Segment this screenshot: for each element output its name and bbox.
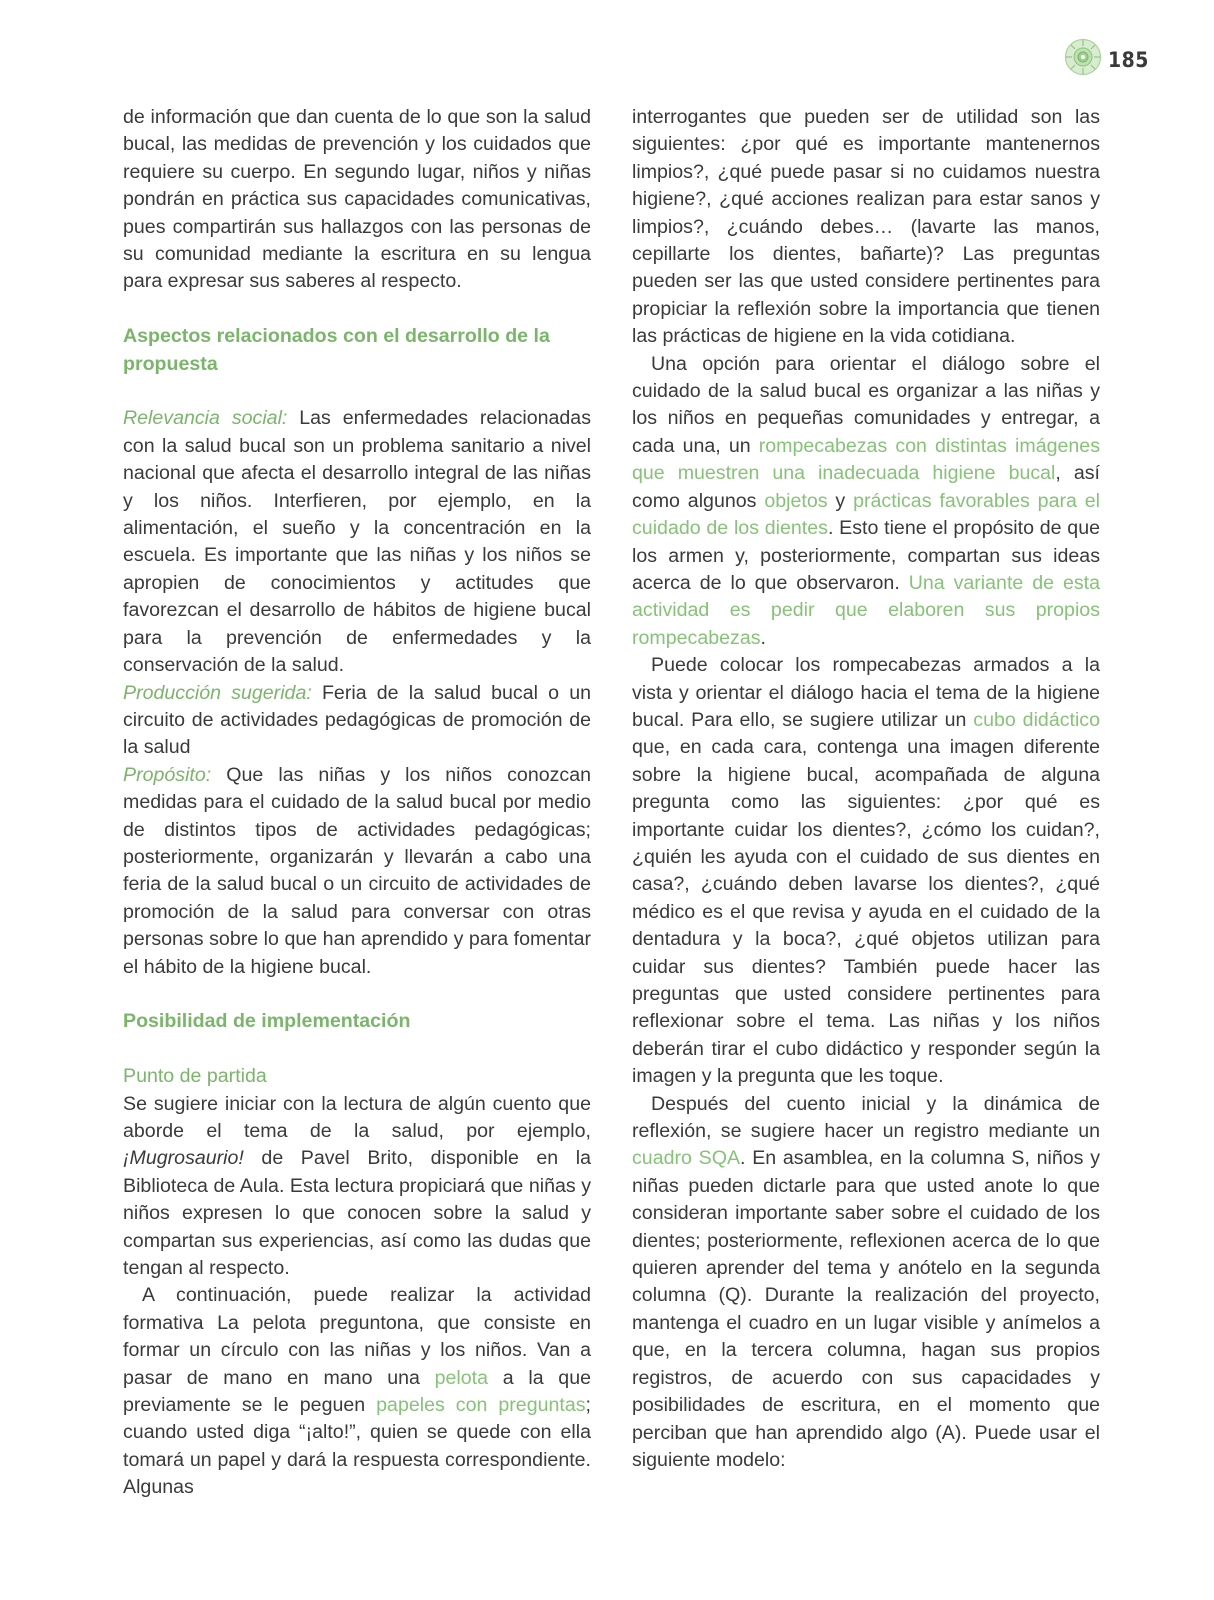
- activity-text-1: A continuación, puede realizar la actividad formativa La pelota preguntona, que consiste en formar un círculo con las niñas y los niños. Van a pasar de mano en mano una: [123, 1284, 591, 1389]
- option-text-3: y: [827, 489, 854, 512]
- relevance-label: Relevancia social:: [123, 407, 288, 430]
- relevance-paragraph: [123, 405, 591, 679]
- highlight-variant: Una variante de esta actividad es pedir que elaboren sus propios rompecabezas: [632, 571, 1100, 649]
- cube-text-1: Puede colocar los rompecabezas armados a la vista y orientar el diálogo hacia el tema de la higiene bucal. Para ello, se sugiere utilizar un: [632, 654, 1100, 731]
- purpose-text: Que las niñas y los niños conozcan medidas para el cuidado de la salud bucal por medio de distintos tipos de actividades pedagógicas; posteriormente, organizarán y llevarán a cabo una feria de la salud bucal o un circuito de actividades de promoción de la salud para conversar con otras personas sobre lo que han aprendido y para fomentar el hábito de la higiene bucal.: [123, 763, 591, 978]
- start-text-2: de Pavel Brito, disponible en la Biblioteca de Aula. Esta lectura propiciará que niñas y niños expresen lo que conocen sobre la salud y compartan sus experiencias, así como las dudas que tengan al respecto.: [123, 1147, 591, 1279]
- highlight-sqa: cuadro SQA: [632, 1147, 741, 1170]
- subheading-starting-point: Punto de partida: [123, 1065, 267, 1088]
- activity-text-3: ; cuando usted diga “¡alto!”, quien se quede con ella tomará un papel y dará la respuesta correspondiente. Algunas: [123, 1394, 591, 1499]
- sqa-text-1: Después del cuento inicial y la dinámica de reflexión, se sugiere hacer un registro mediante un: [632, 1092, 1100, 1143]
- section-heading-aspects: Aspectos relacionados con el desarrollo de la propuesta: [123, 325, 550, 375]
- sqa-paragraph: [632, 1091, 1100, 1475]
- section-heading-implementation: Posibilidad de implementación: [123, 1010, 411, 1033]
- production-paragraph: [123, 680, 591, 762]
- starting-point-paragraph: [123, 1091, 591, 1283]
- start-text-1: Se sugiere iniciar con la lectura de algún cuento que aborde el tema de la salud, por ejemplo,: [123, 1092, 591, 1142]
- highlight-practices: prácticas favorables para el cuidado de los dientes: [632, 489, 1101, 540]
- option-text-2: , así como algunos: [632, 462, 1101, 512]
- production-label: Producción sugerida:: [123, 681, 312, 704]
- highlight-ball: pelota: [434, 1366, 489, 1389]
- cube-paragraph: [632, 652, 1100, 1091]
- left-column: [123, 104, 591, 1502]
- activity-text-2: a la que previamente se le peguen: [123, 1366, 592, 1417]
- option-text-4: . Esto tiene el propósito de que los armen y, posteriormente, compartan sus ideas acerca de lo que observaron.: [632, 517, 1100, 594]
- page-header: [1064, 38, 1149, 81]
- page-number: 185: [1108, 47, 1149, 72]
- option-paragraph: [632, 351, 1100, 652]
- highlight-papers: papeles con preguntas: [376, 1394, 586, 1417]
- questions-paragraph: interrogantes que pueden ser de utilidad son las siguientes: ¿por qué es importante mantenernos limpios?, ¿qué puede pasar si no cuidamos nuestra higiene?, ¿qué acciones realizan para estar sanos y limpios?, ¿cuándo debes… (lavarte las manos, cepillarte los dientes, bañarte)? Las preguntas pueden ser las que usted considere pertinentes para propiciar la reflexión sobre la importancia que tienen las prácticas de higiene en la vida cotidiana.: [632, 106, 1100, 348]
- option-text-5: .: [760, 626, 766, 649]
- purpose-label: Propósito:: [123, 763, 212, 786]
- book-title: ¡Mugrosaurio!: [123, 1147, 244, 1170]
- highlight-objects: objetos: [764, 489, 828, 512]
- cube-text-2: que, en cada cara, contenga una imagen diferente sobre la higiene bucal, acompañada de alguna pregunta como las siguientes: ¿por qué es importante cuidar los dientes?, ¿cómo los cuidan?, ¿quién les ayuda con el cuidado de sus dientes en casa?, ¿cuándo deben lavarse los dientes?, ¿qué médico es el que revisa y ayuda en el cuidado de la dentadura y la boca?, ¿qué objetos utilizan para cuidar sus dientes? También puede hacer las preguntas que usted considere pertinentes para reflexionar sobre el tema. Las niñas y los niños deberán tirar el cubo didáctico y responder según la imagen y la pregunta que les toque.: [632, 736, 1100, 1088]
- sun-emblem-icon: [1064, 38, 1102, 81]
- highlight-puzzles: rompecabezas con distintas imágenes que muestren una inadecuada higiene bucal: [632, 434, 1100, 485]
- relevance-text: Las enfermedades relacionadas con la salud bucal son un problema sanitario a nivel nacional que afecta el desarrollo integral de las niñas y los niños. Interfieren, por ejemplo, en la alimentación, el sueño y la concentración en la escuela. Es importante que las niñas y los niños se apropien de conocimientos y actitudes que favorezcan el desarrollo de hábitos de higiene bucal para la prevención de enfermedades y la conservación de la salud.: [123, 407, 592, 677]
- option-text-1: Una opción para orientar el diálogo sobre el cuidado de la salud bucal es organizar a las niñas y los niños en pequeñas comunidades y entregar, a cada una, un: [632, 352, 1100, 457]
- sqa-text-2: . En asamblea, en la columna S, niños y niñas pueden dictarle para que usted anote lo que consideran importante saber sobre el cuidado de los dientes; posteriormente, reflexionen acerca de lo que quieren aprender del tema y anótelo en la segunda columna (Q). Durante la realización del proyecto, mantenga el cuadro en un lugar visible y anímelos a que, en la tercera columna, hagan sus propios registros, de acuerdo con sus capacidades y posibilidades de escritura, en el momento que perciban que han aprendido algo (A). Puede usar el siguiente modelo:: [632, 1147, 1100, 1471]
- production-text: Feria de la salud bucal o un circuito de actividades pedagógicas de promoción de la salud: [123, 681, 591, 759]
- highlight-cube: cubo didáctico: [973, 708, 1100, 731]
- intro-paragraph: de información que dan cuenta de lo que son la salud bucal, las medidas de prevención y los cuidados que requiere su cuerpo. En segundo lugar, niños y niñas pondrán en práctica sus capacidades comunicativas, pues compartirán sus hallazgos con las personas de su comunidad mediante la escritura en su lengua para expresar sus saberes al respecto.: [123, 106, 591, 293]
- activity-paragraph: [123, 1282, 591, 1501]
- purpose-paragraph: [123, 762, 591, 981]
- right-column: [632, 104, 1100, 1474]
